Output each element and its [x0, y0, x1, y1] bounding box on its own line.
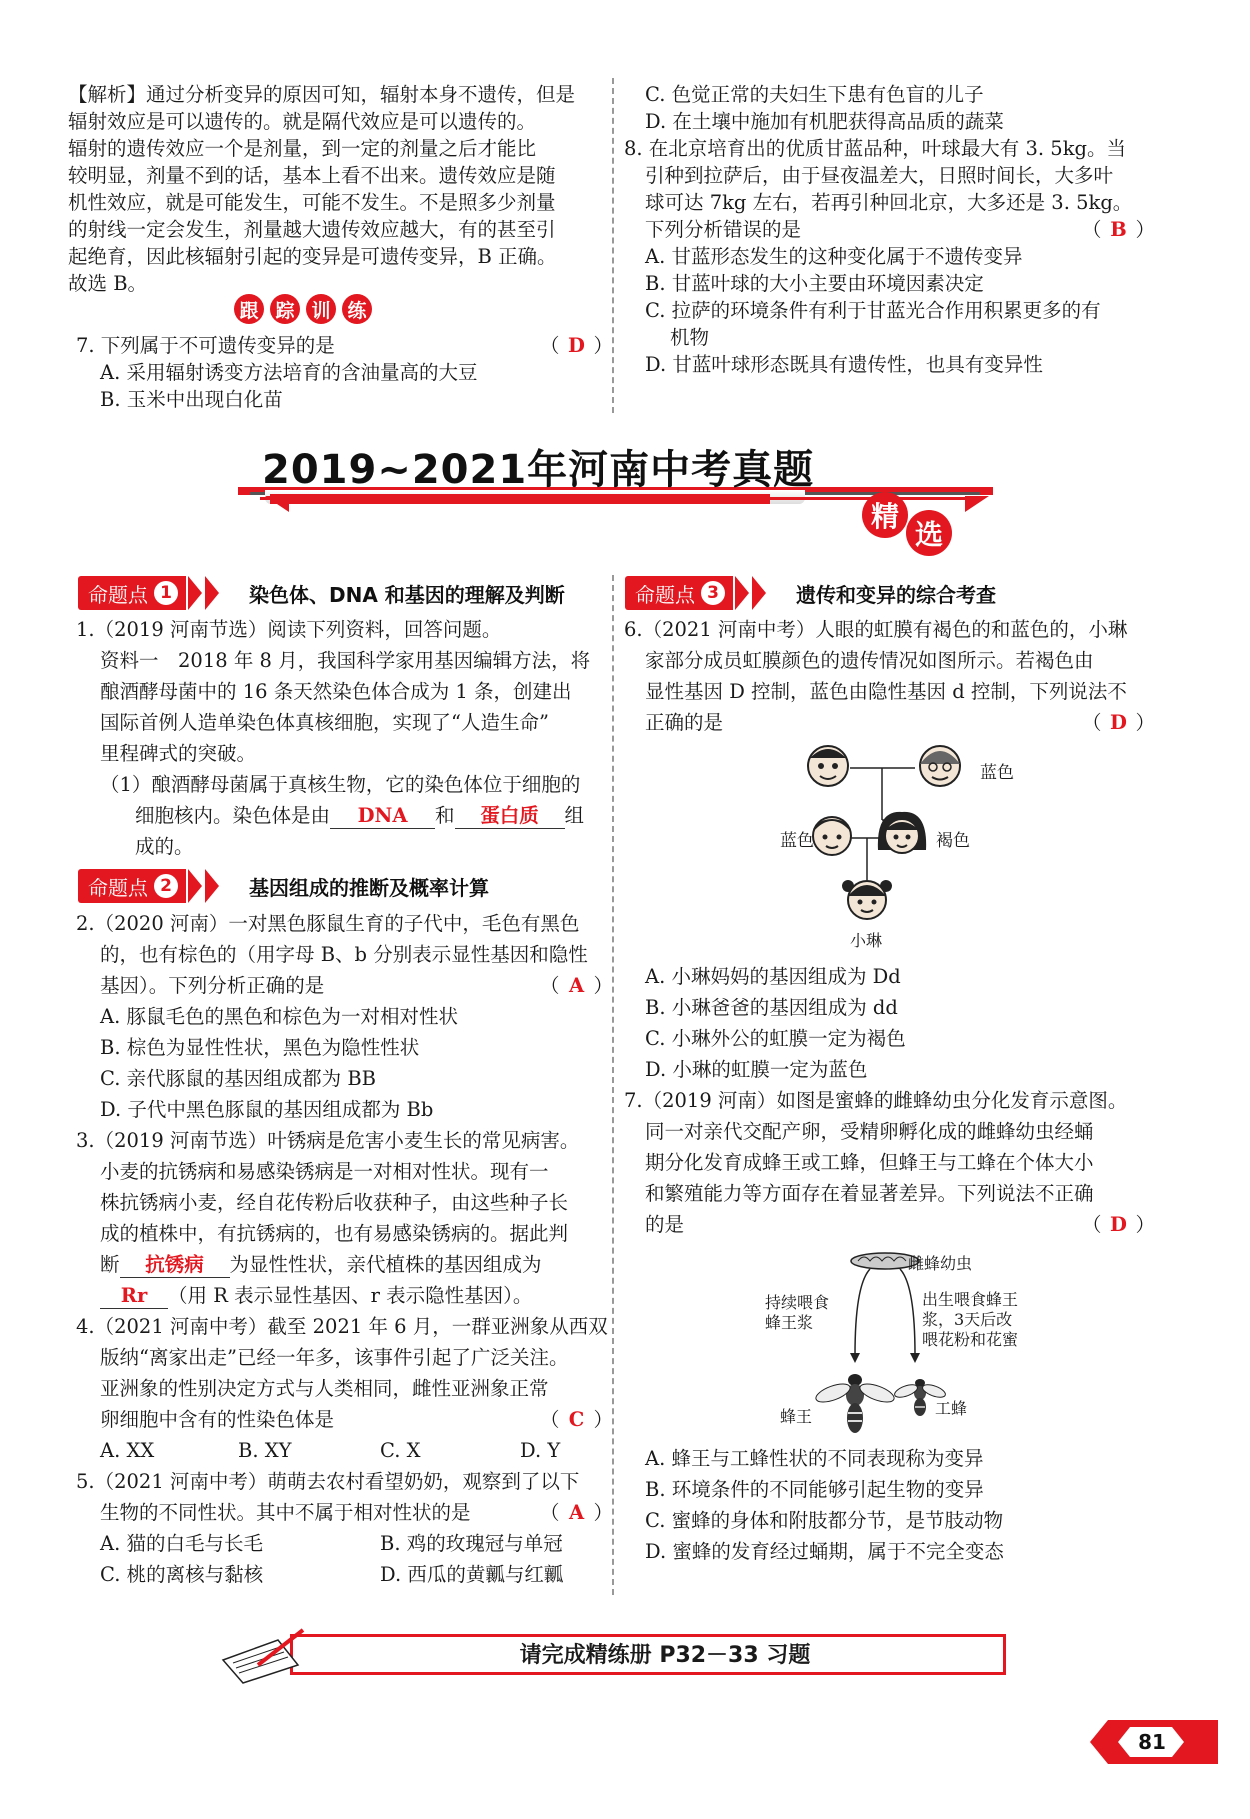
q8-option: A. 甘蓝形态发生的这种变化属于不遗传变异 [645, 245, 1023, 268]
larva-label: 雌蜂幼虫 [908, 1254, 973, 1273]
q1-line: 资料一 2018 年 8 月，我国科学家用基因编辑方法，将 [100, 649, 591, 672]
banner-bar [270, 494, 770, 504]
q4-option: D. Y [520, 1439, 561, 1462]
analysis-line: 故选 B。 [68, 272, 148, 295]
q7-answer: D [568, 334, 585, 357]
training-badge [234, 294, 372, 324]
topic-number: 3 [701, 581, 725, 605]
arrow-icon [188, 576, 202, 610]
q6-option: A. 小琳妈妈的基因组成为 Dd [645, 965, 901, 988]
q8-option: D. 甘蓝叶球形态既具有遗传性，也具有变异性 [645, 353, 1043, 376]
topic-header-1 [78, 576, 565, 610]
q5-answer: A [568, 1501, 585, 1524]
q6-answer: D [1110, 711, 1127, 734]
q2-line: 的，也有棕色的（用字母 B、b 分别表示显性基因和隐性 [100, 943, 588, 966]
banner-badge-2: 选 [906, 510, 952, 556]
q3-line-fill [100, 1249, 542, 1280]
q2-option: A. 豚鼠毛色的黑色和棕色为一对相对性状 [100, 1005, 458, 1028]
page-number: 81 [1138, 1730, 1166, 1754]
q2-option: D. 子代中黑色豚鼠的基因组成都为 Bb [100, 1098, 434, 1121]
q7b-option: A. 蜂王与工蜂性状的不同表现称为变异 [645, 1447, 984, 1470]
q1-text: 组 [564, 804, 585, 827]
banner-badge-1: 精 [862, 492, 908, 538]
topic-label: 命题点 [635, 582, 695, 607]
topic-number: 2 [154, 874, 178, 898]
q4-option: C. X [380, 1439, 421, 1462]
q3-line: 株抗锈病小麦，经自花传粉后收获种子，由这些种子长 [100, 1191, 569, 1214]
topic-label: 命题点 [88, 875, 148, 900]
q6-option: D. 小琳的虹膜一定为蓝色 [645, 1058, 868, 1081]
analysis-line: 辐射效应是可以遗传的。就是隔代效应是可以遗传的。 [68, 110, 537, 133]
q7-option: B. 玉米中出现白化苗 [100, 388, 283, 411]
q4-line: 4.（2021 河南中考）截至 2021 年 6 月，一群亚洲象从西双 [76, 1315, 608, 1338]
right-feeding-line: 出生喂食蜂王 [922, 1290, 1019, 1309]
q8-line: 8. 在北京培育出的优质甘蓝品种，叶球最大有 3. 5kg。当 [624, 137, 1127, 160]
q5-option: C. 桃的离核与黏核 [100, 1563, 264, 1586]
arrow-icon [205, 576, 219, 610]
q2-line: 2.（2020 河南）一对黑色豚鼠生育的子代中，毛色有黑色 [76, 912, 580, 935]
topic-number: 1 [154, 581, 178, 605]
q7b-line: 和繁殖能力等方面存在着显著差异。下列说法不正确 [645, 1182, 1094, 1205]
q7-option: C. 色觉正常的夫妇生下患有色盲的儿子 [645, 83, 984, 106]
right-feeding-line: 浆，3天后改 [922, 1310, 1013, 1329]
q4-line: 版纳“离家出走”已经一年多，该事件引起了广泛关注。 [100, 1346, 569, 1369]
q3-line-fill-2 [100, 1280, 532, 1311]
q3-text: 断 [100, 1253, 120, 1276]
q8-line: 引种到拉萨后，由于昼夜温差大，日照时间长，大多叶 [645, 164, 1114, 187]
q4-line: 卵细胞中含有的性染色体是 [100, 1408, 335, 1431]
badge-char: 练 [342, 294, 372, 324]
q7-option: D. 在土壤中施加有机肥获得高品质的蔬菜 [645, 110, 1004, 133]
q1-line: 酿酒酵母菌中的 16 条天然染色体合成为 1 条，创建出 [100, 680, 572, 703]
q7b-line: 7.（2019 河南）如图是蜜蜂的雌蜂幼虫分化发育示意图。 [624, 1089, 1128, 1112]
q7b-line: 同一对亲代交配产卵，受精卵孵化成的雌蜂幼虫经蛹 [645, 1120, 1094, 1143]
q6-line: 家部分成员虹膜颜色的遗传情况如图所示。若褐色由 [645, 649, 1094, 672]
q7-stem: 7. 下列属于不可遗传变异的是 [76, 334, 335, 357]
arrow-icon [735, 576, 749, 610]
q8-option: B. 甘蓝叶球的大小主要由环境因素决定 [645, 272, 984, 295]
q7b-option: D. 蜜蜂的发育经过蛹期，属于不完全变态 [645, 1540, 1004, 1563]
q7b-line: 的是 [645, 1213, 685, 1236]
q4-answer-bracket: （ C ） [540, 1404, 613, 1435]
grandma-label: 蓝色 [980, 763, 1014, 783]
q1-blank-2: 蛋白质 [455, 804, 565, 829]
queen-bee-icon [814, 1374, 897, 1433]
q5-option: D. 西瓜的黄瓤与红瓤 [380, 1563, 564, 1586]
q8-line: 下列分析错误的是 [645, 218, 802, 241]
column-divider-main [612, 575, 614, 1595]
dad-label: 蓝色 [780, 831, 814, 851]
q6-answer-bracket: （ D ） [1082, 707, 1155, 738]
q4-answer: C [568, 1408, 585, 1431]
q3-blank-1: 抗锈病 [120, 1253, 230, 1278]
footer-text: 请完成精练册 P32－33 习题 [519, 1643, 811, 1668]
topic-title: 遗传和变异的综合考查 [796, 582, 996, 607]
arrow-icon [752, 576, 766, 610]
q6-option: C. 小琳外公的虹膜一定为褐色 [645, 1027, 906, 1050]
topic-title: 染色体、DNA 和基因的理解及判断 [249, 582, 565, 607]
q3-line: 成的植株中，有抗锈病的，也有易感染锈病的。据此判 [100, 1222, 569, 1245]
q7-option: A. 采用辐射诱变方法培育的含油量高的大豆 [100, 361, 478, 384]
q1-line: 里程碑式的突破。 [100, 742, 257, 765]
topic-title: 基因组成的推断及概率计算 [249, 875, 489, 900]
topic-header-3 [625, 576, 996, 610]
q1-text: 和 [435, 804, 455, 827]
q1-line: 国际首例人造单染色体真核细胞，实现了“人造生命” [100, 711, 549, 734]
page-badge-left [1090, 1720, 1108, 1764]
right-feeding-line: 喂花粉和花蜜 [922, 1330, 1019, 1349]
child-label: 小琳 [850, 931, 883, 950]
badge-char: 训 [306, 294, 336, 324]
queen-label: 蜂王 [780, 1407, 813, 1426]
mom-face [878, 812, 926, 853]
arrow-icon [188, 869, 202, 903]
notebook-pen-icon [218, 1625, 308, 1685]
q5-option: A. 猫的白毛与长毛 [100, 1532, 263, 1555]
topic-label-box [78, 576, 186, 610]
q1-line: 1.（2019 河南节选）阅读下列资料，回答问题。 [76, 618, 502, 641]
q1-line: 成的。 [135, 835, 194, 858]
analysis-line: 机性效应，就是可能发生，可能不发生。不是照多少剂量 [68, 191, 556, 214]
q7b-option: B. 环境条件的不同能够引起生物的变异 [645, 1478, 984, 1501]
right-feeding-text [922, 1290, 1018, 1350]
worker-label: 工蜂 [935, 1399, 968, 1418]
column-divider-top [612, 78, 614, 413]
q5-line: 生物的不同性状。其中不属于相对性状的是 [100, 1501, 471, 1524]
child-face [842, 880, 892, 919]
left-feeding-line: 蜂王浆 [765, 1313, 814, 1332]
q3-blank-2: Rr [100, 1284, 168, 1309]
page-number-badge [1090, 1720, 1218, 1764]
q1-line-fill [135, 800, 584, 831]
q5-line: 5.（2021 河南中考）萌萌去农村看望奶奶，观察到了以下 [76, 1470, 580, 1493]
q7b-line: 期分化发育成蜂王或工蜂，但蜂王与工蜂在个体大小 [645, 1151, 1094, 1174]
analysis-line: 起绝育，因此核辐射引起的变异是可遗传变异，B 正确。 [68, 245, 557, 268]
analysis-line: 的射线一定会发生，剂量越大遗传效应越大，有的甚至引 [68, 218, 556, 241]
footer-box-top [290, 1634, 1006, 1637]
q8-option: C. 拉萨的环境条件有利于甘蓝光合作用积累更多的有 [645, 299, 1101, 322]
q8-answer: B [1110, 218, 1127, 241]
q7b-answer: D [1110, 1213, 1127, 1236]
q8-option-cont: 机物 [670, 326, 710, 349]
left-feeding-text [765, 1293, 829, 1333]
q6-line: 显性基因 D 控制，蓝色由隐性基因 d 控制，下列说法不 [645, 680, 1127, 703]
left-feeding-line: 持续喂食 [765, 1293, 830, 1312]
q4-option: A. XX [100, 1439, 155, 1462]
analysis-line: 较明显，剂量不到的话，基本上看不出来。遗传效应是随 [68, 164, 556, 187]
q2-line: 基因）。下列分析正确的是 [100, 974, 325, 997]
q3-line: 3.（2019 河南节选）叶锈病是危害小麦生长的常见病害。 [76, 1129, 580, 1152]
q6-line: 6.（2021 河南中考）人眼的虹膜有褐色的和蓝色的，小琳 [624, 618, 1128, 641]
analysis-line: 【解析】通过分析变异的原因可知，辐射本身不遗传，但是 [68, 83, 576, 106]
q3-line: 小麦的抗锈病和易感染锈病是一对相对性状。现有一 [100, 1160, 549, 1183]
topic-label: 命题点 [88, 582, 148, 607]
topic-label-box [78, 869, 186, 903]
q3-text: （用 R 表示显性基因、r 表示隐性基因）。 [168, 1284, 533, 1307]
q7-answer-bracket: （ D ） [540, 330, 613, 361]
q2-option: C. 亲代豚鼠的基因组成都为 BB [100, 1067, 376, 1090]
q8-answer-bracket: （ B ） [1082, 214, 1155, 245]
arrow-icon [205, 869, 219, 903]
grandma-face [920, 746, 960, 786]
banner-title: 2019~2021年河南中考真题 [262, 447, 815, 493]
q7b-option: C. 蜜蜂的身体和附肢都分节，是节肢动物 [645, 1509, 1004, 1532]
q2-answer-bracket: （ A ） [540, 970, 613, 1001]
grandpa-face [808, 746, 848, 786]
badge-char: 踪 [270, 294, 300, 324]
analysis-line: 辐射的遗传效应一个是剂量，到一定的剂量之后才能比 [68, 137, 537, 160]
q2-answer: A [568, 974, 585, 997]
q1-text: 细胞核内。染色体是由 [135, 804, 331, 827]
topic-header-2 [78, 869, 489, 903]
badge-char: 跟 [234, 294, 264, 324]
q5-option: B. 鸡的玫瑰冠与单冠 [380, 1532, 563, 1555]
q5-answer-bracket: （ A ） [540, 1497, 613, 1528]
mom-label: 褐色 [936, 831, 970, 851]
q8-line: 球可达 7kg 左右，若再引种回北京，大多还是 3. 5kg。 [645, 191, 1133, 214]
q4-line: 亚洲象的性别决定方式与人类相同，雌性亚洲象正常 [100, 1377, 549, 1400]
q6-line: 正确的是 [645, 711, 724, 734]
topic-label-box [625, 576, 733, 610]
q4-option: B. XY [238, 1439, 292, 1462]
q2-option: B. 棕色为显性性状，黑色为隐性性状 [100, 1036, 420, 1059]
dad-face [813, 817, 851, 855]
q1-line: （1）酿酒酵母菌属于真核生物，它的染色体位于细胞的 [100, 773, 581, 796]
q6-option: B. 小琳爸爸的基因组成为 dd [645, 996, 898, 1019]
q3-text: 为显性性状，亲代植株的基因组成为 [229, 1253, 542, 1276]
q1-blank-1: DNA [330, 804, 435, 829]
q7b-answer-bracket: （ D ） [1082, 1209, 1155, 1240]
